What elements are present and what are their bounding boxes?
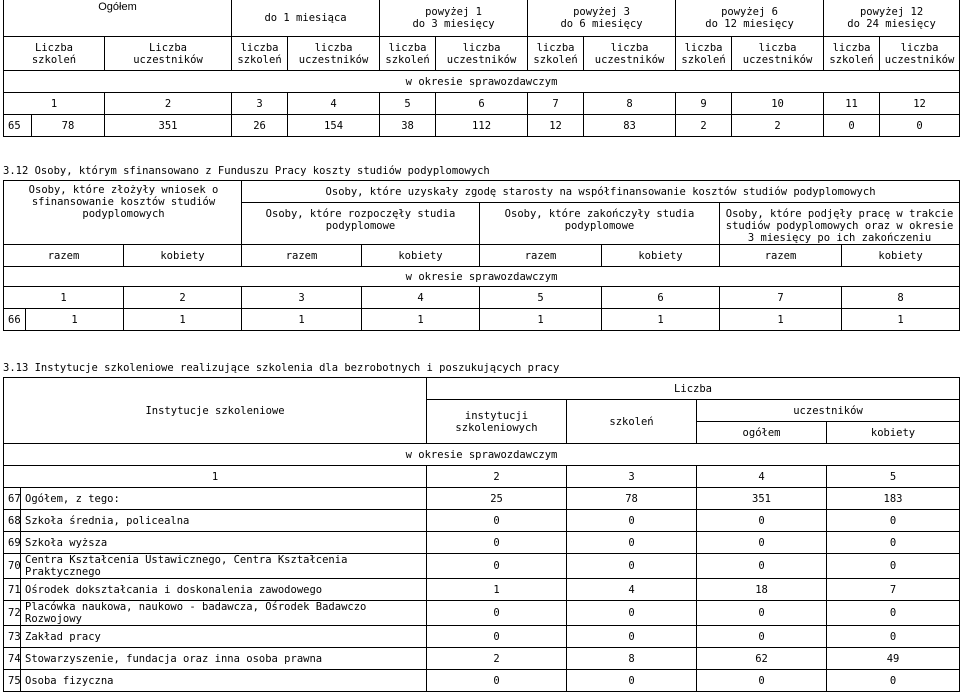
cell: 0 bbox=[697, 670, 827, 692]
row-label: Ośrodek dokształcania i doskonalenia zawodowego bbox=[21, 579, 427, 601]
cell: 0 bbox=[567, 626, 697, 648]
table-row bbox=[4, 510, 960, 532]
cell: 18 bbox=[697, 579, 827, 601]
header-liczba: Liczba bbox=[427, 378, 960, 400]
cell: 78 bbox=[32, 115, 105, 137]
cell: 1 bbox=[480, 309, 602, 331]
razem-header: razem bbox=[720, 245, 842, 267]
cell: 0 bbox=[427, 670, 567, 692]
row-number: 65 bbox=[4, 115, 32, 137]
col-num: 8 bbox=[842, 287, 960, 309]
subhead: liczba szkoleń bbox=[232, 37, 288, 71]
col-num: 1 bbox=[4, 287, 124, 309]
period-header: do 1 miesiąca bbox=[232, 0, 380, 37]
col-num: 7 bbox=[720, 287, 842, 309]
row-label: Placówka naukowa, naukowo - badawcza, Ośrodek Badawczo Rozwojowy bbox=[21, 601, 427, 626]
row-number: 70 bbox=[4, 554, 21, 579]
row-label: Szkoła wyższa bbox=[21, 532, 427, 554]
col-num: 5 bbox=[827, 466, 960, 488]
cell: 0 bbox=[427, 601, 567, 626]
header-uczestnikow: uczestników bbox=[697, 400, 960, 422]
cell: 112 bbox=[436, 115, 528, 137]
col-num: 12 bbox=[880, 93, 960, 115]
kobiety-header: kobiety bbox=[602, 245, 720, 267]
cell: 1 bbox=[26, 309, 124, 331]
subhead: Liczba szkoleń bbox=[4, 37, 105, 71]
cell: 154 bbox=[288, 115, 380, 137]
subhead: liczba szkoleń bbox=[824, 37, 880, 71]
cell: 183 bbox=[827, 488, 960, 510]
subhead: liczba uczestników bbox=[584, 37, 676, 71]
period-header: powyżej 3 do 6 miesięcy bbox=[528, 0, 676, 37]
table-row bbox=[4, 554, 960, 579]
cell: 0 bbox=[697, 554, 827, 579]
cell: 0 bbox=[697, 626, 827, 648]
cell: 351 bbox=[697, 488, 827, 510]
col-num: 2 bbox=[105, 93, 232, 115]
cell: 4 bbox=[567, 579, 697, 601]
row-number: 68 bbox=[4, 510, 21, 532]
period-label: w okresie sprawozdawczym bbox=[4, 267, 960, 287]
cell: 0 bbox=[427, 510, 567, 532]
row-number: 75 bbox=[4, 670, 21, 692]
kobiety-header: kobiety bbox=[842, 245, 960, 267]
cell: 83 bbox=[584, 115, 676, 137]
row-number: 73 bbox=[4, 626, 21, 648]
cell: 0 bbox=[827, 510, 960, 532]
col-num: 4 bbox=[288, 93, 380, 115]
cell: 0 bbox=[697, 510, 827, 532]
cell: 1 bbox=[242, 309, 362, 331]
col-num: 9 bbox=[676, 93, 732, 115]
cell: 12 bbox=[528, 115, 584, 137]
table-row bbox=[4, 115, 960, 137]
cell: 1 bbox=[720, 309, 842, 331]
subhead: liczba uczestników bbox=[436, 37, 528, 71]
table-row bbox=[4, 532, 960, 554]
cell: 0 bbox=[697, 601, 827, 626]
cell: 7 bbox=[827, 579, 960, 601]
table-row bbox=[4, 488, 960, 510]
header-rozpoczely: Osoby, które rozpoczęły studia podyplomowe bbox=[242, 203, 480, 245]
cell: 38 bbox=[380, 115, 436, 137]
col-num: 2 bbox=[124, 287, 242, 309]
header-szkolen: szkoleń bbox=[567, 400, 697, 444]
cell: 0 bbox=[827, 554, 960, 579]
row-label: Szkoła średnia, policealna bbox=[21, 510, 427, 532]
postgraduate-studies-table bbox=[3, 180, 960, 331]
col-num: 3 bbox=[232, 93, 288, 115]
row-label: Osoba fizyczna bbox=[21, 670, 427, 692]
cell: 1 bbox=[427, 579, 567, 601]
training-institutions-table bbox=[3, 377, 960, 692]
row-number: 66 bbox=[4, 309, 26, 331]
cell: 1 bbox=[842, 309, 960, 331]
cell: 0 bbox=[827, 670, 960, 692]
table-row bbox=[4, 579, 960, 601]
row-label: Zakład pracy bbox=[21, 626, 427, 648]
ogolem-header: Ogółem bbox=[4, 0, 232, 37]
col-num: 3 bbox=[567, 466, 697, 488]
subhead: liczba uczestników bbox=[880, 37, 960, 71]
razem-header: razem bbox=[480, 245, 602, 267]
cell: 0 bbox=[567, 601, 697, 626]
cell: 0 bbox=[567, 532, 697, 554]
cell: 78 bbox=[567, 488, 697, 510]
table-row bbox=[4, 648, 960, 670]
row-label: Stowarzyszenie, fundacja oraz inna osoba prawna bbox=[21, 648, 427, 670]
period-header: powyżej 6 do 12 miesięcy bbox=[676, 0, 824, 37]
cell: 25 bbox=[427, 488, 567, 510]
cell: 0 bbox=[427, 554, 567, 579]
period-label: w okresie sprawozdawczym bbox=[4, 71, 960, 93]
table-row bbox=[4, 626, 960, 648]
cell: 49 bbox=[827, 648, 960, 670]
cell: 26 bbox=[232, 115, 288, 137]
kobiety-header: kobiety bbox=[362, 245, 480, 267]
period-header: powyżej 12 do 24 miesięcy bbox=[824, 0, 960, 37]
cell: 0 bbox=[827, 601, 960, 626]
row-number: 69 bbox=[4, 532, 21, 554]
row-number: 67 bbox=[4, 488, 21, 510]
header-ogolem: ogółem bbox=[697, 422, 827, 444]
cell: 2 bbox=[676, 115, 732, 137]
cell: 0 bbox=[567, 670, 697, 692]
col-num: 2 bbox=[427, 466, 567, 488]
cell: 2 bbox=[732, 115, 824, 137]
header-podjely: Osoby, które podjęły pracę w trakcie studiów podyplomowych oraz w okresie 3 miesięcy po ich zakończeniu bbox=[720, 203, 960, 245]
col-num: 6 bbox=[602, 287, 720, 309]
subhead: liczba uczestników bbox=[288, 37, 380, 71]
cell: 0 bbox=[824, 115, 880, 137]
razem-header: razem bbox=[4, 245, 124, 267]
header-zakonczyly: Osoby, które zakończyły studia podyplomowe bbox=[480, 203, 720, 245]
cell: 0 bbox=[827, 626, 960, 648]
row-number: 74 bbox=[4, 648, 21, 670]
subhead: liczba szkoleń bbox=[676, 37, 732, 71]
header-wniosek: Osoby, które złożyły wniosek o sfinansowanie kosztów studiów podyplomowych bbox=[4, 181, 242, 245]
col-num: 1 bbox=[4, 466, 427, 488]
period-header: powyżej 1 do 3 miesięcy bbox=[380, 0, 528, 37]
col-num: 4 bbox=[697, 466, 827, 488]
table-row bbox=[4, 670, 960, 692]
col-num: 10 bbox=[732, 93, 824, 115]
col-num: 5 bbox=[380, 93, 436, 115]
header-kobiety: kobiety bbox=[827, 422, 960, 444]
col-num: 3 bbox=[242, 287, 362, 309]
cell: 0 bbox=[827, 532, 960, 554]
subhead: liczba szkoleń bbox=[528, 37, 584, 71]
cell: 0 bbox=[697, 532, 827, 554]
header-inst-szk: instytucji szkoleniowych bbox=[427, 400, 567, 444]
training-duration-table bbox=[3, 0, 960, 137]
col-num: 11 bbox=[824, 93, 880, 115]
header-instytucje: Instytucje szkoleniowe bbox=[4, 378, 427, 444]
subhead: liczba szkoleń bbox=[380, 37, 436, 71]
table-row bbox=[4, 309, 960, 331]
col-num: 4 bbox=[362, 287, 480, 309]
cell: 0 bbox=[567, 510, 697, 532]
header-zgoda: Osoby, które uzyskały zgodę starosty na współfinansowanie kosztów studiów podyplomowych bbox=[242, 181, 960, 203]
cell: 0 bbox=[427, 626, 567, 648]
cell: 0 bbox=[880, 115, 960, 137]
col-num: 8 bbox=[584, 93, 676, 115]
subhead: Liczba uczestników bbox=[105, 37, 232, 71]
period-label: w okresie sprawozdawczym bbox=[4, 444, 960, 466]
col-num: 7 bbox=[528, 93, 584, 115]
razem-header: razem bbox=[242, 245, 362, 267]
cell: 2 bbox=[427, 648, 567, 670]
section-caption: 3.12 Osoby, którym sfinansowano z Funduszu Pracy koszty studiów podyplomowych bbox=[3, 165, 490, 177]
col-num: 5 bbox=[480, 287, 602, 309]
kobiety-header: kobiety bbox=[124, 245, 242, 267]
row-number: 71 bbox=[4, 579, 21, 601]
cell: 1 bbox=[362, 309, 480, 331]
section-caption: 3.13 Instytucje szkoleniowe realizujące szkolenia dla bezrobotnych i poszukujących pracy bbox=[3, 362, 560, 374]
row-label: Ogółem, z tego: bbox=[21, 488, 427, 510]
col-num: 6 bbox=[436, 93, 528, 115]
cell: 8 bbox=[567, 648, 697, 670]
cell: 0 bbox=[427, 532, 567, 554]
cell: 62 bbox=[697, 648, 827, 670]
subhead: liczba uczestników bbox=[732, 37, 824, 71]
col-num: 1 bbox=[4, 93, 105, 115]
table-row bbox=[4, 601, 960, 626]
row-label: Centra Kształcenia Ustawicznego, Centra Kształcenia Praktycznego bbox=[21, 554, 427, 579]
cell: 1 bbox=[124, 309, 242, 331]
cell: 1 bbox=[602, 309, 720, 331]
cell: 351 bbox=[105, 115, 232, 137]
row-number: 72 bbox=[4, 601, 21, 626]
cell: 0 bbox=[567, 554, 697, 579]
